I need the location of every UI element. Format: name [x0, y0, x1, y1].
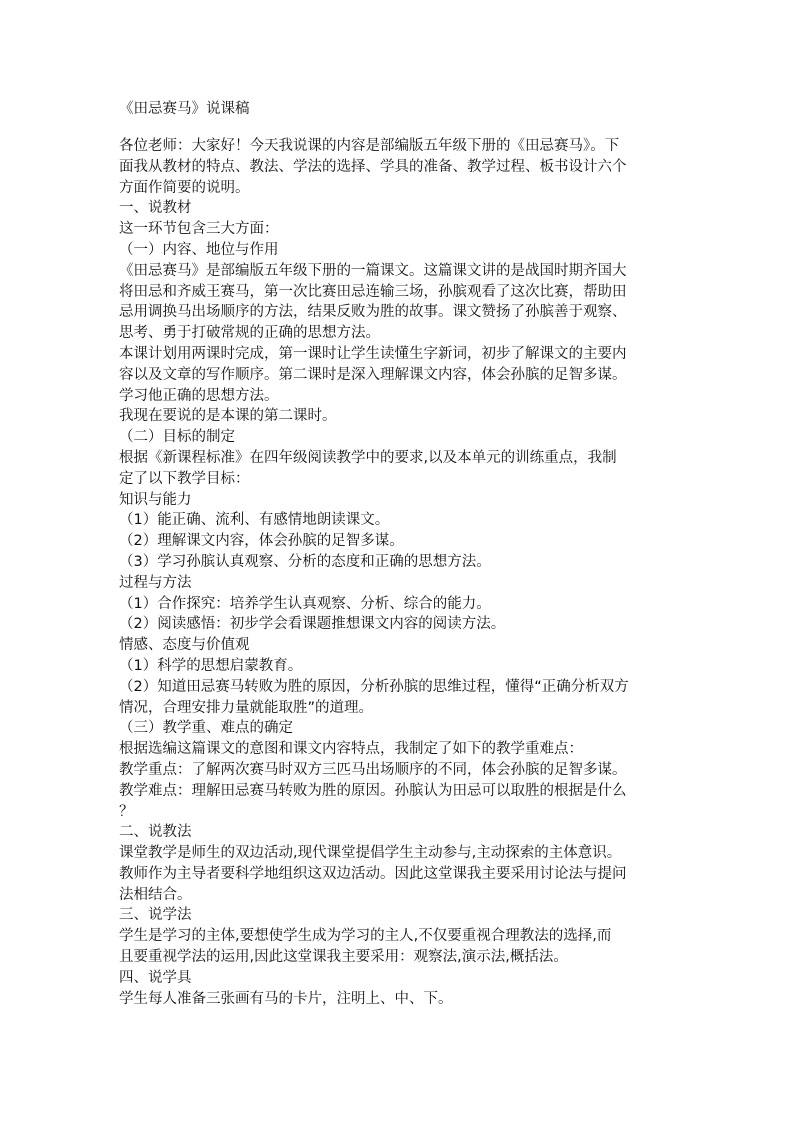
text-line: 学生是学习的主体,要想使学生成为学习的主人,不仅要重视合理教法的选择,而 [119, 928, 612, 945]
text-line: 根据选编这篇课文的意图和课文内容特点，我制定了如下的教学重难点： [119, 741, 583, 758]
text-line: 根据《新课程标准》在四年级阅读教学中的要求,以及本单元的训练重点，我制 [119, 449, 617, 466]
text-line: （3）学习孙膑认真观察、分析的态度和正确的思想方法。 [119, 553, 491, 570]
text-line: 方面作简要的说明。 [119, 179, 250, 196]
text-line: 情况，合理安排力量就能取胜”的道理。 [119, 699, 374, 716]
text-line: 本课计划用两课时完成，第一课时让学生读懂生字新词，初步了解课文的主要内 [119, 345, 627, 362]
text-line: （1）科学的思想启蒙教育。 [119, 657, 303, 674]
text-line: 教学重点：了解两次赛马时双方三匹马出场顺序的不同，体会孙膑的足智多谋。 [119, 761, 627, 778]
text-line: 一、说教材 [119, 200, 192, 217]
text-line: （2）理解课文内容，体会孙膑的足智多谋。 [119, 533, 404, 550]
text-line: （二）目标的制定 [119, 429, 235, 446]
text-line: 学生每人准备三张画有马的卡片，注明上、中、下。 [119, 990, 453, 1007]
text-line: 教师作为主导者要科学地组织这双边活动。因此这堂课我主要采用讨论法与提问 [119, 865, 627, 882]
text-line: （1）合作探究：培养学生认真观察、分析、综合的能力。 [119, 595, 491, 612]
text-line: 容以及文章的写作顺序。第二课时是深入理解课文内容，体会孙膑的足智多谋。 [119, 366, 627, 383]
text-line: 法相结合。 [119, 886, 192, 903]
text-line: 知识与能力 [119, 491, 192, 508]
document-title: 《田忌赛马》说课稿 [119, 101, 250, 117]
text-line: 过程与方法 [119, 574, 192, 591]
text-line: ？ [119, 803, 134, 820]
text-line: （一）内容、地位与作用 [119, 241, 279, 258]
text-line: 这一环节包含三大方面： [119, 221, 279, 238]
text-line: 四、说学具 [119, 969, 192, 986]
text-line: 教学难点：理解田忌赛马转败为胜的原因。孙膑认为田忌可以取胜的根据是什么 [119, 782, 627, 799]
text-line: （三）教学重、难点的确定 [119, 720, 293, 737]
text-line: 忌用调换马出场顺序的方法，结果反败为胜的故事。课文赞扬了孙膑善于观察、 [119, 304, 627, 321]
document-page [119, 99, 679, 1009]
text-line: 将田忌和齐威王赛马，第一次比赛田忌连输三场，孙膑观看了这次比赛，帮助田 [119, 283, 627, 300]
text-line: 《田忌赛马》是部编版五年级下册的一篇课文。这篇课文讲的是战国时期齐国大 [119, 262, 627, 279]
text-line: 三、说学法 [119, 907, 192, 924]
text-line: 二、说教法 [119, 824, 192, 841]
text-line: 情感、态度与价值观 [119, 637, 250, 654]
text-line: 且要重视学法的运用,因此这堂课我主要采用：观察法,演示法,概括法。 [119, 949, 568, 966]
text-line: （2）知道田忌赛马转败为胜的原因，分析孙膑的思维过程，懂得“正确分析双方 [119, 678, 629, 695]
text-line: 各位老师：大家好！今天我说课的内容是部编版五年级下册的《田忌赛马》。下 [119, 138, 620, 154]
text-line: 课堂教学是师生的双边活动,现代课堂提倡学生主动参与,主动探索的主体意识。 [119, 845, 622, 862]
text-line: （2）阅读感悟：初步学会看课题推想课文内容的阅读方法。 [119, 616, 506, 633]
text-line: 思考、勇于打破常规的正确的思想方法。 [119, 325, 380, 342]
text-line: 定了以下教学目标： [119, 470, 250, 487]
text-line: 面我从教材的特点、教法、学法的选择、学具的准备、教学过程、板书设计六个 [119, 158, 627, 175]
text-line: 我现在要说的是本课的第二课时。 [119, 408, 337, 425]
text-line: 学习他正确的思想方法。 [119, 387, 279, 404]
text-line: （1）能正确、流利、有感情地朗读课文。 [119, 512, 390, 529]
document-body [119, 136, 679, 1009]
